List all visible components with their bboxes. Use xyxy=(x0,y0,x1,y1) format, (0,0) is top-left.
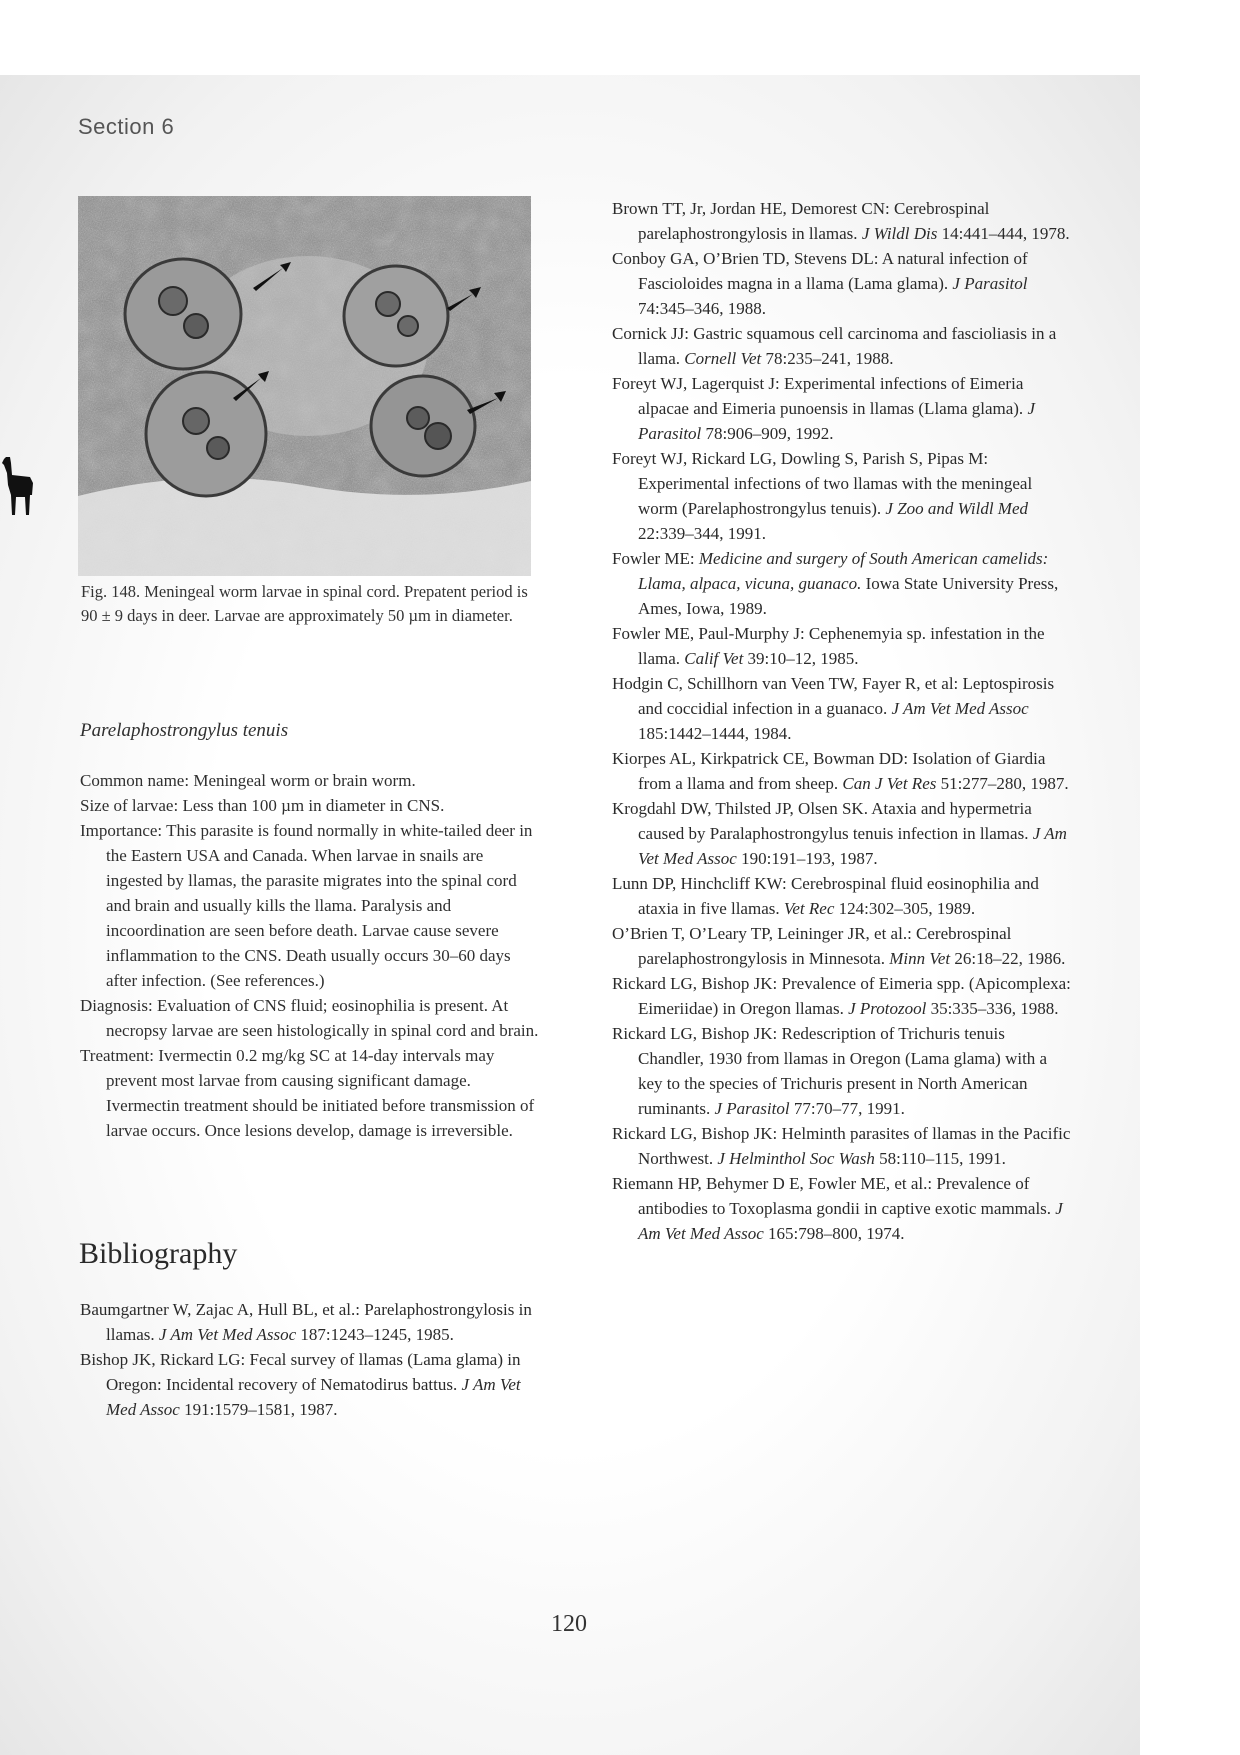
page-number: 120 xyxy=(551,1611,587,1637)
reference-entry xyxy=(612,746,1072,796)
ref-title: Parelaphostrongylosis in llamas. xyxy=(106,1300,532,1344)
ref-journal: J Parasitol xyxy=(952,274,1028,293)
micrograph-figure xyxy=(78,196,531,576)
parasite-section xyxy=(80,718,540,1143)
ref-title: Cerebrospinal parelaphostrongylosis in llamas. xyxy=(638,199,990,243)
ref-authors: Foreyt WJ, Rickard LG, Dowling S, Parish S, Pipas M: xyxy=(612,449,989,468)
ref-authors: Riemann HP, Behymer D E, Fowler ME, et al.: xyxy=(612,1174,937,1193)
ref-details: 77:70–77, 1991. xyxy=(789,1099,905,1118)
ref-authors: Foreyt WJ, Lagerquist J: xyxy=(612,374,785,393)
ref-details: 190:191–193, 1987. xyxy=(736,849,878,868)
ref-details: 35:335–336, 1988. xyxy=(926,999,1059,1018)
ref-title: Isolation of Giardia from a llama and from sheep. xyxy=(638,749,1046,793)
bibliography-left-column xyxy=(80,1297,540,1422)
reference-entry xyxy=(612,921,1072,971)
section-label: Section 6 xyxy=(78,114,175,139)
ref-journal: J Am Vet Med Assoc xyxy=(638,824,1067,868)
reference-entry xyxy=(612,1171,1072,1246)
ref-title: Cephenemyia sp. infestation in the llama. xyxy=(638,624,1045,668)
ref-authors: Baumgartner W, Zajac A, Hull BL, et al.: xyxy=(80,1300,365,1319)
ref-details: 78:906–909, 1992. xyxy=(701,424,834,443)
ref-authors: Fowler ME: xyxy=(612,549,699,568)
ref-authors: Kiorpes AL, Kirkpatrick CE, Bowman DD: xyxy=(612,749,913,768)
parasite-entry xyxy=(80,793,540,818)
ref-authors: Conboy GA, O’Brien TD, Stevens DL: xyxy=(612,249,882,268)
entry-label: Size of larvae: xyxy=(80,796,179,815)
figure-caption: Fig. 148. Meningeal worm larvae in spinal cord. Prepatent period is 90 ± 9 days in deer. Larvae are approximately 50 µm in diameter. xyxy=(81,582,528,625)
ref-journal: Vet Rec xyxy=(783,899,835,918)
reference-entry xyxy=(612,621,1072,671)
ref-details: 39:10–12, 1985. xyxy=(743,649,859,668)
ref-journal: Cornell Vet xyxy=(684,349,762,368)
ref-journal: J Helminthol Soc Wash xyxy=(717,1149,875,1168)
ref-title: Cerebrospinal parelaphostrongylosis in Minnesota. xyxy=(638,924,1012,968)
ref-title: Experimental infections of two llamas with the meningeal worm (Parelaphostrongylus tenuis). xyxy=(638,474,1033,518)
ref-title: Ataxia and hypermetria caused by Paralaphostrongylus tenuis infection in llamas. xyxy=(638,799,1033,843)
ref-authors: Hodgin C, Schillhorn van Veen TW, Fayer R, et al: xyxy=(612,674,963,693)
ref-journal: J Am Vet Med Assoc xyxy=(106,1375,521,1419)
parasite-entry xyxy=(80,768,540,793)
reference-entry xyxy=(612,446,1072,546)
ref-title: Prevalence of Eimeria spp. (Apicomplexa: Eimeriidae) in Oregon llamas. xyxy=(638,974,1071,1018)
larva-section xyxy=(125,259,241,369)
reference-entry xyxy=(612,1021,1072,1121)
reference-entry xyxy=(80,1297,540,1347)
ref-journal: J Protozool xyxy=(848,999,927,1018)
ref-journal: J Parasitol xyxy=(714,1099,790,1118)
ref-details: 124:302–305, 1989. xyxy=(834,899,976,918)
ref-authors: Fowler ME, Paul-Murphy J: xyxy=(612,624,809,643)
ref-journal: Can J Vet Res xyxy=(842,774,937,793)
ref-authors: Bishop JK, Rickard LG: xyxy=(80,1350,250,1369)
ref-authors: O’Brien T, O’Leary TP, Leininger JR, et al.: xyxy=(612,924,917,943)
entry-text: Ivermectin 0.2 mg/kg SC at 14-day intervals may prevent most larvae from causing significant damage. Ivermectin treatment should be initiated before transmission of larvae occurs. Once lesions develop, damage is irreversible. xyxy=(106,1046,535,1140)
bibliography-right-column xyxy=(612,196,1072,1246)
larva-section xyxy=(146,372,266,496)
ref-details: 26:18–22, 1986. xyxy=(950,949,1066,968)
entry-label: Diagnosis: xyxy=(80,996,153,1015)
entry-label: Common name: xyxy=(80,771,190,790)
ref-authors: Lunn DP, Hinchcliff KW: xyxy=(612,874,791,893)
ref-details: 58:110–115, 1991. xyxy=(874,1149,1006,1168)
ref-details: 78:235–241, 1988. xyxy=(761,349,894,368)
ref-journal: J Zoo and Wildl Med xyxy=(885,499,1029,518)
entry-label: Importance: xyxy=(80,821,163,840)
bibliography-title: Bibliography xyxy=(79,1237,238,1270)
ref-title: Fecal survey of llamas (Lama glama) in Oregon: Incidental recovery of Nematodirus battus. xyxy=(106,1350,521,1394)
entry-text: Less than 100 µm in diameter in CNS. xyxy=(178,796,445,815)
reference-entry xyxy=(612,1121,1072,1171)
ref-journal: Calif Vet xyxy=(684,649,744,668)
entry-text: Evaluation of CNS fluid; eosinophilia is present. At necropsy larvae are seen histologically in spinal cord and brain. xyxy=(106,996,539,1040)
reference-entry xyxy=(612,246,1072,321)
reference-entry xyxy=(612,796,1072,871)
ref-authors: Krogdahl DW, Thilsted JP, Olsen SK. xyxy=(612,799,872,818)
ref-details: 74:345–346, 1988. xyxy=(638,299,766,318)
ref-title: Gastric squamous cell carcinoma and fascioliasis in a llama. xyxy=(638,324,1057,368)
ref-journal: Minn Vet xyxy=(889,949,951,968)
ref-authors: Rickard LG, Bishop JK: xyxy=(612,1024,782,1043)
entry-label: Treatment: xyxy=(80,1046,154,1065)
parasite-entry xyxy=(80,993,540,1043)
ref-details: 14:441–444, 1978. xyxy=(937,224,1070,243)
entry-text: This parasite is found normally in white-tailed deer in the Eastern USA and Canada. When larvae in snails are ingested by llamas, the parasite migrates into the spinal cord and brain and usually kills the llama. Paralysis and incoordination are seen before death. Larvae cause severe inflammation to the CNS. Death usually occurs 30–60 days after infection. (See references.) xyxy=(106,821,533,990)
ref-title: Cerebrospinal fluid eosinophilia and ataxia in five llamas. xyxy=(638,874,1039,918)
ref-authors: Brown TT, Jr, Jordan HE, Demorest CN: xyxy=(612,199,894,218)
ref-authors: Rickard LG, Bishop JK: xyxy=(612,1124,782,1143)
ref-title: Redescription of Trichuris tenuis Chandler, 1930 from llamas in Oregon (Lama glama) with a key to the species of Trichuris present in North American ruminants. xyxy=(638,1024,1048,1118)
larva-section xyxy=(371,376,475,476)
parasite-entries xyxy=(80,768,540,1143)
ref-details: 187:1243–1245, 1985. xyxy=(296,1325,454,1344)
ref-details: 51:277–280, 1987. xyxy=(936,774,1069,793)
reference-entry xyxy=(80,1347,540,1422)
entry-text: Meningeal worm or brain worm. xyxy=(189,771,416,790)
ref-details: 185:1442–1444, 1984. xyxy=(638,724,792,743)
reference-entry xyxy=(612,196,1072,246)
ref-authors: Rickard LG, Bishop JK: xyxy=(612,974,782,993)
parasite-entry xyxy=(80,818,540,993)
reference-entry xyxy=(612,321,1072,371)
reference-entry xyxy=(612,546,1072,621)
reference-entry xyxy=(612,671,1072,746)
llama-icon xyxy=(0,455,36,519)
ref-title: A natural infection of Fascioloides magna in a llama (Lama glama). xyxy=(638,249,1028,293)
ref-details: 22:339–344, 1991. xyxy=(638,524,766,543)
ref-journal: J Am Vet Med Assoc xyxy=(891,699,1029,718)
reference-entry xyxy=(612,371,1072,446)
ref-authors: Cornick JJ: xyxy=(612,324,694,343)
ref-journal: J Am Vet Med Assoc xyxy=(158,1325,297,1344)
ref-details: Iowa State University Press, Ames, Iowa, 1989. xyxy=(638,574,1059,618)
ref-journal: J Parasitol xyxy=(638,399,1035,443)
reference-entry xyxy=(612,871,1072,921)
ref-journal: J Wildl Dis xyxy=(861,224,938,243)
ref-details: 191:1579–1581, 1987. xyxy=(179,1400,338,1419)
ref-title: Experimental infections of Eimeria alpacae and Eimeria punoensis in llamas (Llama glama). xyxy=(638,374,1028,418)
ref-title: Prevalence of antibodies to Toxoplasma gondii in captive exotic mammals. xyxy=(638,1174,1056,1218)
ref-journal: J Am Vet Med Assoc xyxy=(638,1199,1063,1243)
ref-journal: Medicine and surgery of South American camelids: Llama, alpaca, vicuna, guanaco. xyxy=(638,549,1049,593)
parasite-name: Parelaphostrongylus tenuis xyxy=(80,720,289,741)
parasite-entry xyxy=(80,1043,540,1143)
ref-title: Helminth parasites of llamas in the Pacific Northwest. xyxy=(638,1124,1071,1168)
reference-entry xyxy=(612,971,1072,1021)
larva-section xyxy=(344,266,448,366)
ref-details: 165:798–800, 1974. xyxy=(763,1224,905,1243)
ref-title: Leptospirosis and coccidial infection in a guanaco. xyxy=(638,674,1055,718)
